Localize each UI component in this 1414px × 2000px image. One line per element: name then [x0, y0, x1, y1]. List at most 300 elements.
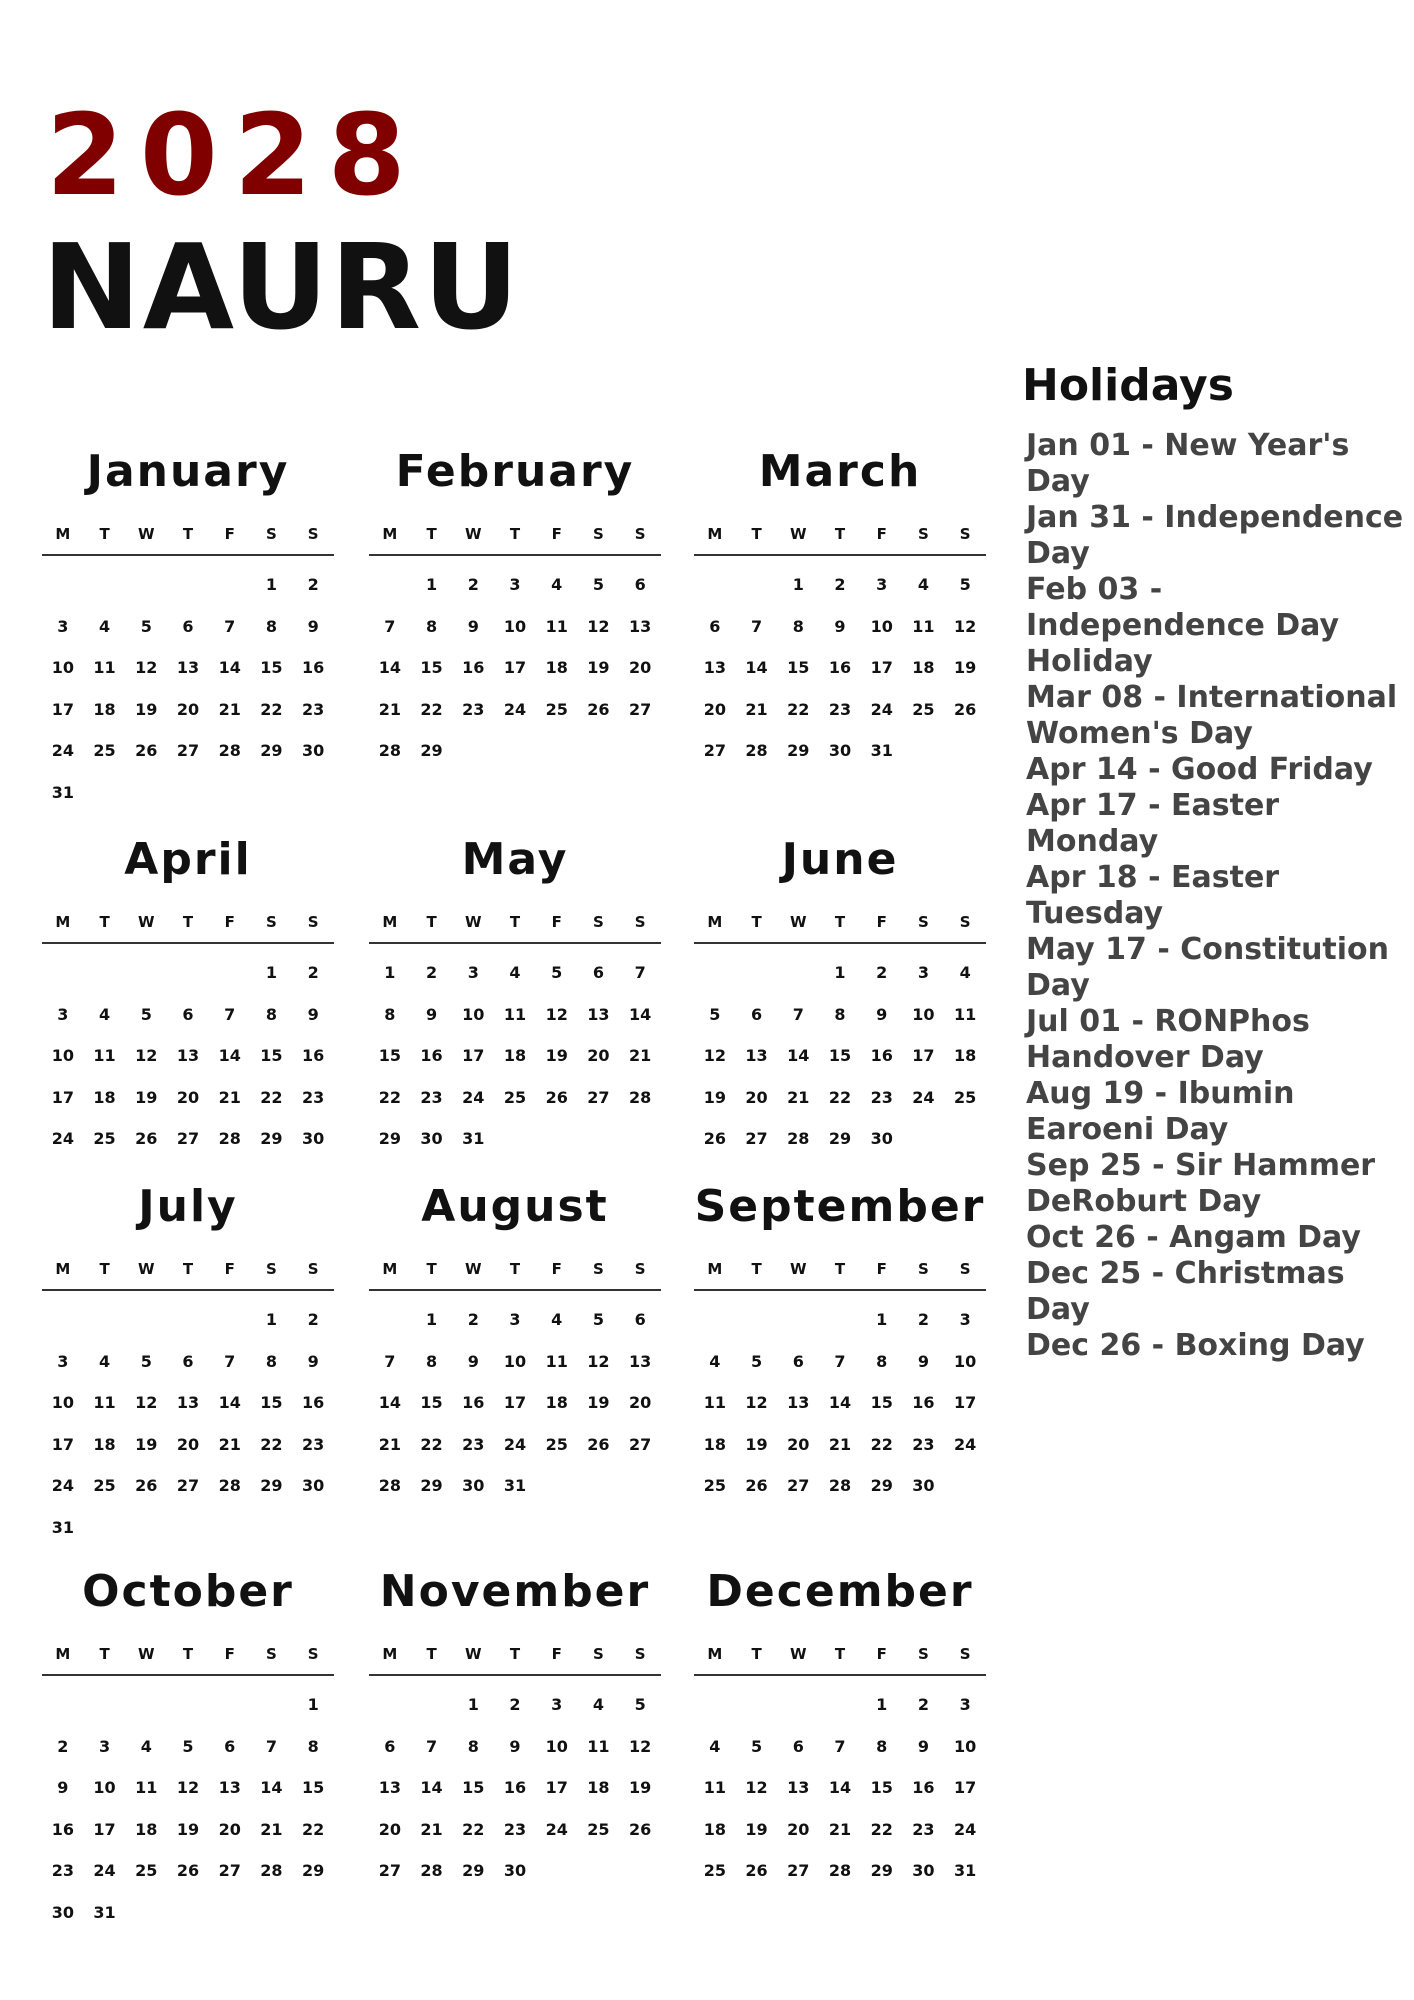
day-cell [167, 772, 209, 814]
weekday-label: S [634, 1645, 646, 1663]
weekday-header [369, 1634, 661, 1676]
day-cell: 25 [912, 699, 935, 719]
weekday-label: M [55, 913, 71, 931]
weekday-label: T [751, 913, 762, 931]
weeks [694, 1299, 986, 1507]
day-cell [251, 1684, 293, 1726]
day-cell: 8 [307, 1736, 319, 1756]
month-name: June [781, 834, 899, 885]
day-cell: 25 [93, 741, 116, 760]
day-cell: 20 [176, 1434, 200, 1454]
day-cell: 13 [703, 658, 726, 677]
weekday-label: W [465, 525, 482, 543]
day-cell: 30 [870, 1129, 893, 1148]
day-cell: 27 [629, 1434, 652, 1454]
day-cell: 20 [378, 1819, 401, 1839]
day-cell: 4 [98, 616, 111, 636]
weekday-label: S [918, 1645, 929, 1663]
day-cell: 6 [384, 1736, 396, 1756]
day-cell: 27 [176, 741, 200, 760]
day-cell: 12 [176, 1778, 200, 1797]
weeks [694, 952, 986, 1160]
day-cell [209, 952, 251, 994]
day-cell: 1 [876, 1695, 888, 1714]
day-cell [369, 1684, 411, 1726]
weekday-label: T [509, 913, 521, 931]
day-cell: 22 [260, 1434, 283, 1454]
day-cell: 3 [917, 963, 929, 982]
week-row [42, 1341, 334, 1383]
week-row [42, 564, 334, 606]
day-cell: 16 [51, 1819, 74, 1839]
day-cell: 12 [954, 616, 977, 636]
day-cell: 21 [787, 1087, 810, 1107]
week-row [694, 994, 986, 1036]
day-cell: 25 [703, 1861, 726, 1880]
month-name: July [138, 1181, 238, 1232]
day-cell: 1 [265, 575, 277, 594]
month-november [369, 1562, 661, 1892]
week-row [369, 1726, 661, 1768]
month-december [694, 1562, 986, 1892]
day-cell: 12 [135, 1393, 158, 1412]
day-cell: 2 [307, 963, 319, 982]
week-row [369, 1299, 661, 1341]
weekday-label: T [751, 1645, 762, 1663]
weekday-label: S [959, 1645, 971, 1663]
day-cell: 22 [378, 1087, 401, 1107]
day-cell: 19 [703, 1087, 726, 1107]
day-cell: 18 [503, 1046, 527, 1065]
weekday-label: S [634, 525, 646, 543]
month-october [42, 1562, 334, 1933]
day-cell [167, 1684, 209, 1726]
holiday-item: Dec 25 - Christmas Day [1026, 1256, 1345, 1327]
day-cell: 19 [745, 1819, 768, 1839]
day-cell [736, 952, 778, 994]
day-cell: 28 [629, 1087, 652, 1107]
day-cell: 25 [587, 1819, 610, 1839]
weekday-label: T [834, 1260, 846, 1278]
day-cell: 8 [265, 1351, 277, 1371]
day-cell: 10 [954, 1736, 977, 1756]
day-cell: 12 [587, 1351, 610, 1371]
day-cell: 11 [503, 1004, 527, 1024]
day-cell: 3 [959, 1310, 971, 1329]
day-cell: 13 [176, 1393, 200, 1412]
day-cell [84, 952, 126, 994]
day-cell: 3 [551, 1695, 563, 1714]
week-row [694, 1809, 986, 1851]
day-cell: 1 [384, 963, 396, 982]
day-cell: 19 [587, 658, 610, 677]
week-row [369, 564, 661, 606]
day-cell: 1 [307, 1695, 319, 1714]
week-row [369, 606, 661, 648]
day-cell: 15 [260, 1393, 283, 1412]
month-name: November [379, 1566, 651, 1617]
week-row [42, 730, 334, 772]
day-cell: 19 [176, 1819, 200, 1839]
week-row [369, 1424, 661, 1466]
weekday-label: W [790, 525, 807, 543]
day-cell: 19 [135, 1434, 158, 1454]
day-cell: 25 [135, 1861, 158, 1880]
weekday-label: S [307, 1260, 319, 1278]
day-cell [944, 1118, 986, 1160]
holiday-item: Sep 25 - Sir Hammer DeRoburt Day [1026, 1148, 1376, 1219]
day-cell [84, 772, 126, 814]
day-cell: 22 [260, 699, 283, 719]
weekday-label: T [509, 1260, 521, 1278]
weekday-header [42, 1634, 334, 1676]
day-cell [42, 1684, 84, 1726]
day-cell: 4 [509, 963, 521, 982]
day-cell: 6 [792, 1736, 804, 1756]
day-cell: 23 [51, 1861, 74, 1880]
week-row [42, 647, 334, 689]
day-cell: 13 [629, 1351, 652, 1371]
day-cell: 27 [218, 1861, 241, 1880]
day-cell: 10 [503, 616, 527, 636]
week-row [694, 1341, 986, 1383]
weekday-label: T [99, 1260, 110, 1278]
day-cell: 26 [745, 1861, 768, 1880]
day-cell: 18 [93, 699, 116, 719]
weekday-label: S [918, 525, 929, 543]
day-cell: 24 [954, 1819, 977, 1839]
day-cell: 1 [425, 575, 438, 594]
day-cell: 14 [745, 658, 768, 677]
weekday-label: F [224, 1260, 235, 1278]
weekday-label: S [307, 913, 319, 931]
day-cell: 15 [828, 1046, 852, 1065]
weekday-label: S [593, 913, 604, 931]
day-cell: 25 [503, 1087, 527, 1107]
day-cell: 8 [467, 1736, 479, 1756]
day-cell: 6 [792, 1351, 804, 1371]
day-cell: 4 [709, 1736, 721, 1756]
week-row [42, 1507, 334, 1549]
week-row [694, 730, 986, 772]
day-cell: 23 [503, 1819, 527, 1839]
day-cell [536, 1118, 578, 1160]
day-cell: 13 [787, 1778, 810, 1797]
day-cell: 15 [420, 1393, 443, 1412]
week-row [42, 1035, 334, 1077]
week-row [369, 1809, 661, 1851]
day-cell [694, 952, 736, 994]
weekday-label: T [751, 525, 762, 543]
weeks [369, 952, 661, 1160]
day-cell: 9 [307, 1004, 319, 1024]
week-row [42, 1465, 334, 1507]
weekday-label: W [465, 913, 482, 931]
day-cell: 18 [135, 1819, 158, 1839]
day-cell: 23 [462, 699, 485, 719]
day-cell: 28 [420, 1861, 443, 1880]
day-cell: 29 [870, 1861, 893, 1880]
day-cell: 18 [703, 1434, 726, 1454]
weekday-label: F [224, 913, 235, 931]
day-cell: 14 [378, 1393, 401, 1412]
week-row [369, 1118, 661, 1160]
week-row [694, 1077, 986, 1119]
day-cell: 7 [792, 1004, 804, 1024]
day-cell: 17 [51, 1087, 74, 1107]
holidays-title: Holidays [1022, 360, 1234, 411]
day-cell: 24 [51, 1129, 74, 1148]
day-cell: 18 [587, 1778, 610, 1797]
day-cell: 22 [302, 1819, 325, 1839]
day-cell: 10 [51, 658, 74, 677]
weekday-header [42, 1249, 334, 1291]
day-cell: 28 [218, 1476, 241, 1495]
day-cell [619, 1465, 661, 1507]
day-cell: 5 [140, 1351, 152, 1371]
holiday-item: Apr 18 - Easter Tuesday [1026, 860, 1280, 931]
day-cell: 3 [57, 616, 69, 636]
day-cell: 28 [260, 1861, 283, 1880]
day-cell: 7 [265, 1736, 277, 1756]
week-row [694, 1118, 986, 1160]
day-cell: 4 [98, 1351, 111, 1371]
day-cell: 13 [745, 1046, 768, 1065]
weekday-label: S [266, 1260, 277, 1278]
day-cell: 6 [750, 1004, 763, 1024]
day-cell: 14 [828, 1778, 852, 1797]
day-cell: 21 [828, 1434, 852, 1454]
day-cell: 20 [787, 1434, 810, 1454]
month-may [369, 830, 661, 1160]
day-cell: 24 [870, 699, 893, 719]
day-cell [125, 1684, 167, 1726]
day-cell: 20 [218, 1819, 241, 1839]
weekday-label: T [99, 1645, 110, 1663]
day-cell: 15 [870, 1778, 893, 1797]
day-cell: 13 [176, 658, 200, 677]
day-cell: 5 [750, 1351, 763, 1371]
weekday-label: S [266, 525, 277, 543]
weekday-label: T [182, 525, 194, 543]
day-cell: 31 [51, 782, 74, 802]
weekday-label: T [509, 525, 521, 543]
day-cell: 2 [917, 1695, 929, 1714]
day-cell: 6 [634, 1310, 646, 1329]
weekday-label: F [224, 1645, 235, 1663]
holiday-item: Feb 03 - Independence Day Holiday [1026, 572, 1340, 679]
weekday-label: T [426, 1260, 437, 1278]
day-cell: 19 [629, 1778, 652, 1797]
day-cell: 22 [420, 699, 443, 719]
weekday-label: W [790, 1260, 807, 1278]
weekday-label: F [551, 1645, 562, 1663]
day-cell: 30 [912, 1476, 935, 1495]
day-cell [619, 1118, 661, 1160]
weekday-label: T [751, 1260, 762, 1278]
day-cell: 11 [93, 1046, 116, 1065]
day-cell [536, 1465, 578, 1507]
day-cell [209, 772, 251, 814]
day-cell: 8 [425, 1351, 438, 1371]
day-cell: 28 [218, 741, 241, 760]
day-cell: 3 [509, 1310, 521, 1329]
day-cell: 6 [592, 963, 604, 982]
day-cell: 27 [176, 1129, 200, 1148]
day-cell: 4 [709, 1351, 721, 1371]
day-cell: 12 [135, 1046, 158, 1065]
day-cell: 31 [462, 1129, 485, 1148]
weekday-label: M [707, 1645, 723, 1663]
day-cell: 9 [917, 1351, 929, 1371]
day-cell: 19 [954, 658, 977, 677]
day-cell: 9 [834, 616, 846, 636]
day-cell: 29 [462, 1861, 485, 1880]
month-name: March [758, 446, 922, 497]
day-cell: 19 [135, 699, 158, 719]
weekday-label: S [959, 525, 971, 543]
weekday-label: W [465, 1645, 482, 1663]
weeks [42, 564, 334, 813]
day-cell: 5 [634, 1695, 646, 1714]
day-cell: 23 [462, 1434, 485, 1454]
day-cell: 3 [509, 575, 521, 594]
day-cell: 24 [503, 699, 527, 719]
weekday-label: S [959, 913, 971, 931]
day-cell: 14 [828, 1393, 852, 1412]
day-cell: 12 [745, 1778, 768, 1797]
day-cell: 18 [912, 658, 935, 677]
weekday-label: S [959, 1260, 971, 1278]
day-cell: 5 [709, 1004, 721, 1024]
day-cell: 18 [93, 1434, 116, 1454]
day-cell [819, 1684, 861, 1726]
day-cell: 2 [917, 1310, 929, 1329]
day-cell: 29 [870, 1476, 893, 1495]
day-cell: 21 [420, 1819, 443, 1839]
month-september [694, 1177, 986, 1507]
day-cell: 5 [592, 1310, 604, 1329]
day-cell: 4 [551, 1310, 563, 1329]
day-cell: 5 [140, 1004, 152, 1024]
day-cell: 18 [545, 658, 568, 677]
day-cell: 17 [954, 1778, 977, 1797]
day-cell: 11 [93, 658, 116, 677]
day-cell [209, 564, 251, 606]
day-cell: 10 [870, 616, 893, 636]
day-cell [209, 1892, 251, 1934]
day-cell: 3 [876, 575, 888, 594]
weekday-header [369, 514, 661, 556]
day-cell: 12 [135, 658, 158, 677]
day-cell: 11 [703, 1778, 726, 1797]
weekday-label: T [182, 913, 194, 931]
day-cell: 19 [135, 1087, 158, 1107]
day-cell: 11 [954, 1004, 977, 1024]
day-cell: 28 [378, 1476, 401, 1495]
day-cell: 6 [182, 1351, 194, 1371]
week-row [42, 1424, 334, 1466]
calendar-year: 2028 [46, 91, 422, 221]
day-cell: 18 [954, 1046, 977, 1065]
day-cell: 30 [912, 1861, 935, 1880]
day-cell: 24 [93, 1861, 116, 1880]
weekday-label: W [138, 525, 155, 543]
day-cell: 14 [787, 1046, 810, 1065]
day-cell: 21 [745, 699, 768, 719]
country-name: NAURU [42, 218, 521, 356]
day-cell: 31 [51, 1517, 74, 1537]
weekday-label: T [834, 1645, 846, 1663]
day-cell: 12 [545, 1004, 568, 1024]
day-cell: 29 [260, 1129, 283, 1148]
day-cell: 28 [745, 741, 768, 760]
day-cell: 14 [218, 1046, 241, 1065]
week-row [369, 1850, 661, 1892]
day-cell: 13 [587, 1004, 610, 1024]
day-cell: 25 [93, 1476, 116, 1495]
day-cell: 15 [260, 658, 283, 677]
day-cell: 7 [224, 616, 236, 636]
day-cell: 4 [140, 1736, 152, 1756]
week-row [694, 1850, 986, 1892]
day-cell: 15 [787, 658, 810, 677]
day-cell: 2 [467, 575, 479, 594]
day-cell [619, 730, 661, 772]
month-june [694, 830, 986, 1160]
day-cell: 4 [592, 1695, 604, 1714]
day-cell: 11 [93, 1393, 116, 1412]
day-cell: 3 [98, 1736, 111, 1756]
week-row [694, 606, 986, 648]
day-cell: 3 [57, 1004, 69, 1024]
week-row [42, 772, 334, 814]
weekday-label: S [593, 525, 604, 543]
day-cell [42, 564, 84, 606]
weekday-label: T [426, 1645, 437, 1663]
day-cell: 19 [545, 1046, 568, 1065]
day-cell: 27 [787, 1861, 810, 1880]
day-cell [167, 1299, 209, 1341]
weeks [369, 1299, 661, 1507]
day-cell: 11 [545, 1351, 568, 1371]
day-cell: 9 [425, 1004, 438, 1024]
day-cell: 9 [917, 1736, 929, 1756]
weekday-label: M [707, 1260, 723, 1278]
day-cell: 24 [954, 1434, 977, 1454]
week-row [369, 1465, 661, 1507]
week-row [369, 1767, 661, 1809]
day-cell: 20 [629, 1393, 652, 1412]
month-name: May [461, 834, 569, 885]
day-cell: 25 [545, 1434, 568, 1454]
day-cell: 20 [176, 1087, 200, 1107]
week-row [42, 1299, 334, 1341]
weekday-label: M [382, 913, 398, 931]
weekday-label: W [138, 1260, 155, 1278]
weekday-label: M [707, 525, 723, 543]
holiday-item: Jan 31 - Independence Day [1026, 500, 1404, 571]
day-cell: 7 [834, 1351, 846, 1371]
day-cell: 19 [587, 1393, 610, 1412]
weeks [369, 1684, 661, 1892]
day-cell: 26 [629, 1819, 652, 1839]
week-row [694, 647, 986, 689]
day-cell: 29 [260, 1476, 283, 1495]
day-cell: 16 [912, 1393, 935, 1412]
day-cell [494, 730, 536, 772]
weekday-label: M [382, 1645, 398, 1663]
